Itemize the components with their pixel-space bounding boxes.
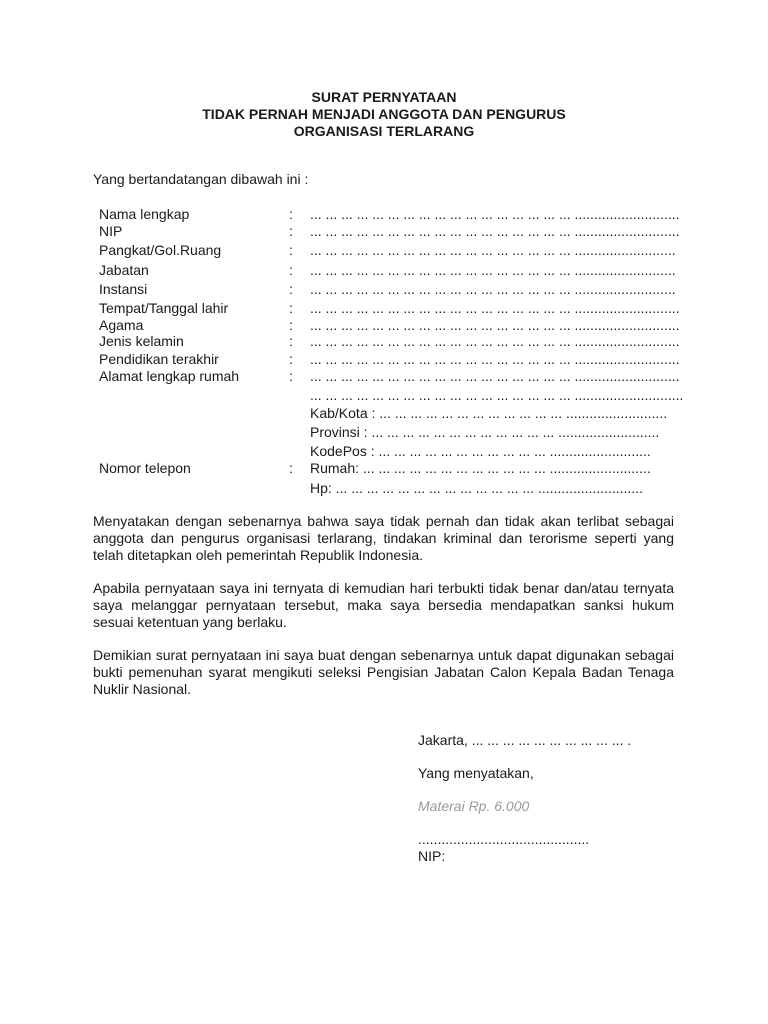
- phone-hp: Hp: ... ... ... ... ... ... ... ... ... ... ... ... ... ...........................: [310, 480, 643, 496]
- field-colon: :: [289, 368, 293, 384]
- field-value-blank: ... ... ... ... ... ... ... ... ... ... ... ... ... ... ... ... ... ...........................: [310, 368, 680, 384]
- field-label: Nama lengkap: [99, 206, 190, 222]
- field-label: Pangkat/Gol.Ruang: [99, 242, 222, 258]
- field-label: Jabatan: [99, 262, 149, 278]
- field-colon: :: [289, 300, 293, 316]
- field-value-blank: ... ... ... ... ... ... ... ... ... ... ... ... ... ... ... ... ... ...........................: [310, 206, 680, 222]
- signature-nip-label: NIP:: [418, 848, 446, 864]
- doc-title-line1: SURAT PERNYATAAN: [311, 89, 457, 105]
- address-kabkota: Kab/Kota : ... ... ... ... ... ... ... ... ... ... ... ... ..........................: [310, 405, 668, 421]
- field-label: Tempat/Tanggal lahir: [99, 300, 229, 316]
- field-colon: :: [289, 223, 293, 239]
- field-colon: :: [289, 351, 293, 367]
- field-colon: :: [289, 206, 293, 222]
- address-kodepos: KodePos : ... ... ... ... ... ... ... ... ... ... ... ..........................: [310, 443, 651, 459]
- field-value-blank: ... ... ... ... ... ... ... ... ... ... ... ... ... ... ... ... ... ..........................: [310, 242, 676, 258]
- field-value-blank: ... ... ... ... ... ... ... ... ... ... ... ... ... ... ... ... ... ...........................: [310, 333, 680, 349]
- field-value-blank: ... ... ... ... ... ... ... ... ... ... ... ... ... ... ... ... ... ..........................: [310, 262, 676, 278]
- field-colon: :: [289, 460, 293, 476]
- field-colon: :: [289, 262, 293, 278]
- field-colon: :: [289, 242, 293, 258]
- signature-declarant-label: Yang menyatakan,: [418, 765, 534, 781]
- phone-label: Nomor telepon: [99, 460, 191, 476]
- phone-rumah: Rumah: ... ... ... ... ... ... ... ... ... ... ... ... ..........................: [310, 460, 651, 476]
- field-value-blank: ... ... ... ... ... ... ... ... ... ... ... ... ... ... ... ... ... ...........................: [310, 223, 680, 239]
- doc-title-line3: ORGANISASI TERLARANG: [293, 123, 475, 139]
- field-value-blank: ... ... ... ... ... ... ... ... ... ... ... ... ... ... ... ... ... ..........................: [310, 281, 676, 297]
- field-colon: :: [289, 281, 293, 297]
- signature-city-date: Jakarta, ... ... ... ... ... ... ... ... ... ... .: [418, 732, 632, 748]
- paragraph-closing: Demikian surat pernyataan ini saya buat dengan sebenarnya untuk dapat digunakan sebagai bukti pemenuhan syarat mengikuti seleksi Pengisian Jabatan Calon Kepala Badan Tenaga Nuklir Nasional.: [93, 647, 674, 697]
- paragraph-statement: Menyatakan dengan sebenarnya bahwa saya tidak pernah dan tidak akan terlibat sebagai anggota dan pengurus organisasi terlarang, tindakan kriminal dan terorisme seperti yang telah ditetapkan oleh pemerintah Republik Indonesia.: [93, 513, 674, 563]
- field-label: Alamat lengkap rumah: [99, 368, 240, 384]
- address-provinsi: Provinsi : ... ... ... ... ... ... ... ... ... ... ... ... ..........................: [310, 424, 660, 440]
- field-label: Agama: [99, 317, 144, 333]
- field-value-blank: ... ... ... ... ... ... ... ... ... ... ... ... ... ... ... ... ... ...........................: [310, 351, 680, 367]
- field-label: Instansi: [99, 281, 148, 297]
- paragraph-sanction: Apabila pernyataan saya ini ternyata di kemudian hari terbukti tidak benar dan/atau ternyata saya melanggar pernyataan tersebut, maka saya bersedia mendapatkan sanksi hukum sesuai ketentuan yang berlaku.: [93, 580, 674, 630]
- field-label: Jenis kelamin: [99, 333, 184, 349]
- field-value-blank: ... ... ... ... ... ... ... ... ... ... ... ... ... ... ... ... ... ...........................: [310, 317, 680, 333]
- stamp-duty-placeholder: Materai Rp. 6.000: [418, 798, 530, 814]
- field-colon: :: [289, 333, 293, 349]
- field-colon: :: [289, 317, 293, 333]
- intro-text: Yang bertandatangan dibawah ini :: [93, 171, 309, 187]
- field-value-blank: ... ... ... ... ... ... ... ... ... ... ... ... ... ... ... ... ... ...........................: [310, 300, 680, 316]
- signature-name-line: ............................................: [418, 831, 590, 847]
- field-label: NIP: [99, 223, 123, 239]
- address-line2-blank: ... ... ... ... ... ... ... ... ... ... ... ... ... ... ... ... ... ............................: [310, 387, 684, 403]
- doc-title-line2: TIDAK PERNAH MENJADI ANGGOTA DAN PENGURUS: [202, 106, 566, 122]
- field-label: Pendidikan terakhir: [99, 351, 219, 367]
